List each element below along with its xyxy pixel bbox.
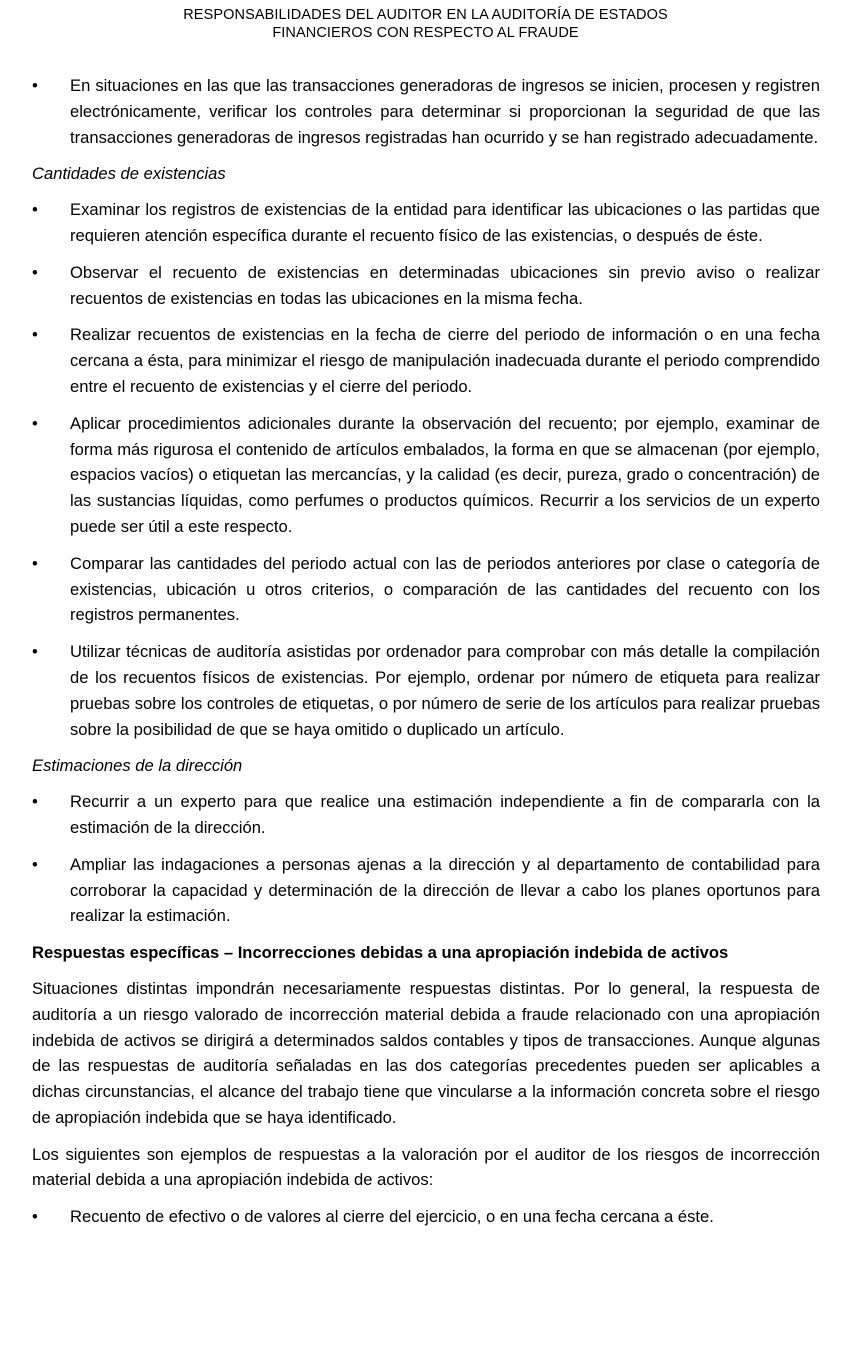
bullet-icon: • [32, 553, 38, 573]
bullet-icon: • [32, 642, 38, 662]
list-item [32, 551, 820, 628]
list-item [32, 789, 820, 841]
section-heading-estimaciones: Estimaciones de la dirección [32, 756, 243, 776]
section-heading-apropiacion: Respuestas específicas – Incorrecciones debidas a una apropiación indebida de activos [32, 943, 729, 963]
bullet-icon: • [32, 854, 38, 874]
page-header [0, 0, 851, 42]
bullet-icon: • [32, 76, 38, 95]
list-item [32, 852, 820, 929]
list-item [32, 411, 820, 540]
paragraph: Situaciones distintas impondrán necesariamente respuestas distintas. Por lo general, la respuesta de auditoría a un riesgo valorado de incorrección material debida a fraude relacionado con una apropiación indebida de activos se dirigirá a determinados saldos contables y tipos de transacciones. Aunque algunas de las respuestas de auditoría señaladas en las dos categorías precedentes pueden ser aplicables a dichas circunstancias, el alcance del trabajo tiene que vincularse a la información concreta sobre el riesgo de apropiación indebida que se haya identificado. [32, 978, 820, 1127]
list-item [32, 322, 820, 399]
list-item-text: Realizar recuentos de existencias en la fecha de cierre del periodo de información o en una fecha cercana a ésta, para minimizar el riesgo de manipulación inadecuada durante el periodo comprendido entre el recuento de existencias y el cierre del periodo. [70, 325, 820, 396]
paragraph: Los siguientes son ejemplos de respuestas a la valoración por el auditor de los riesgos de incorrección material debida a una apropiación indebida de activos: [32, 1144, 820, 1190]
section-heading-existencias: Cantidades de existencias [32, 164, 226, 184]
list-item-text: Ampliar las indagaciones a personas ajenas a la dirección y al departamento de contabilidad para corroborar la capacidad y determinación de la dirección de llevar a cabo los planes oportunos para realizar la estimación. [70, 854, 820, 926]
bullet-icon: • [32, 200, 38, 220]
list-item-text: Examinar los registros de existencias de la entidad para identificar las ubicaciones o las partidas que requieren atención específica durante el recuento físico de las existencias, o después de éste. [70, 200, 820, 245]
list-item [32, 260, 820, 312]
list-item-text: Recuento de efectivo o de valores al cierre del ejercicio, o en una fecha cercana a éste. [70, 1207, 714, 1227]
list-item [32, 639, 820, 742]
list-item-text: Observar el recuento de existencias en determinadas ubicaciones sin previo aviso o realizar recuentos de existencias en todas las ubicaciones en la misma fecha. [70, 262, 820, 308]
bullet-icon: • [32, 1207, 38, 1227]
list-item [32, 197, 820, 249]
bullet-icon: • [32, 262, 38, 282]
bullet-icon: • [32, 413, 38, 433]
list-item-text: Aplicar procedimientos adicionales durante la observación del recuento; por ejemplo, examinar de forma más rigurosa el contenido de artículos embalados, la forma en que se almacenan (por ejemplo, espacios vacíos) o etiquetan las mercancías, y la calidad (es decir, pureza, grado o concentración) de las sustancias líquidas, como perfumes o productos químicos. Recurrir a los servicios de un experto puede ser útil a este respecto. [70, 413, 820, 536]
list-item [32, 73, 820, 150]
document-body [32, 73, 820, 1241]
list-item-text: En situaciones en las que las transacciones generadoras de ingresos se inicien, procesen y registren electrónicamente, verificar los controles para determinar si proporcionan la seguridad de que las transacciones generadoras de ingresos registradas han ocurrido y se han registrado adecuadamente. [70, 76, 820, 147]
bullet-icon: • [32, 792, 38, 812]
header-line-1: RESPONSABILIDADES DEL AUDITOR EN LA AUDITORÍA DE ESTADOS [183, 7, 668, 23]
list-item-text: Comparar las cantidades del periodo actual con las de periodos anteriores por clase o categoría de existencias, ubicación u otros criterios, o comparación de las cantidades del recuento con los registros permanentes. [70, 553, 820, 625]
list-item-text: Utilizar técnicas de auditoría asistidas por ordenador para comprobar con más detalle la compilación de los recuentos físicos de existencias. Por ejemplo, ordenar por número de etiqueta para realizar pruebas sobre los controles de etiquetas, o por número de serie de los artículos para realizar pruebas sobre la posibilidad de que se haya omitido o duplicado un artículo. [70, 642, 820, 739]
header-line-2: FINANCIEROS CON RESPECTO AL FRAUDE [272, 25, 579, 41]
bullet-icon: • [32, 325, 38, 345]
list-item [32, 1204, 820, 1230]
list-item-text: Recurrir a un experto para que realice una estimación independiente a fin de compararla con la estimación de la dirección. [70, 792, 820, 837]
